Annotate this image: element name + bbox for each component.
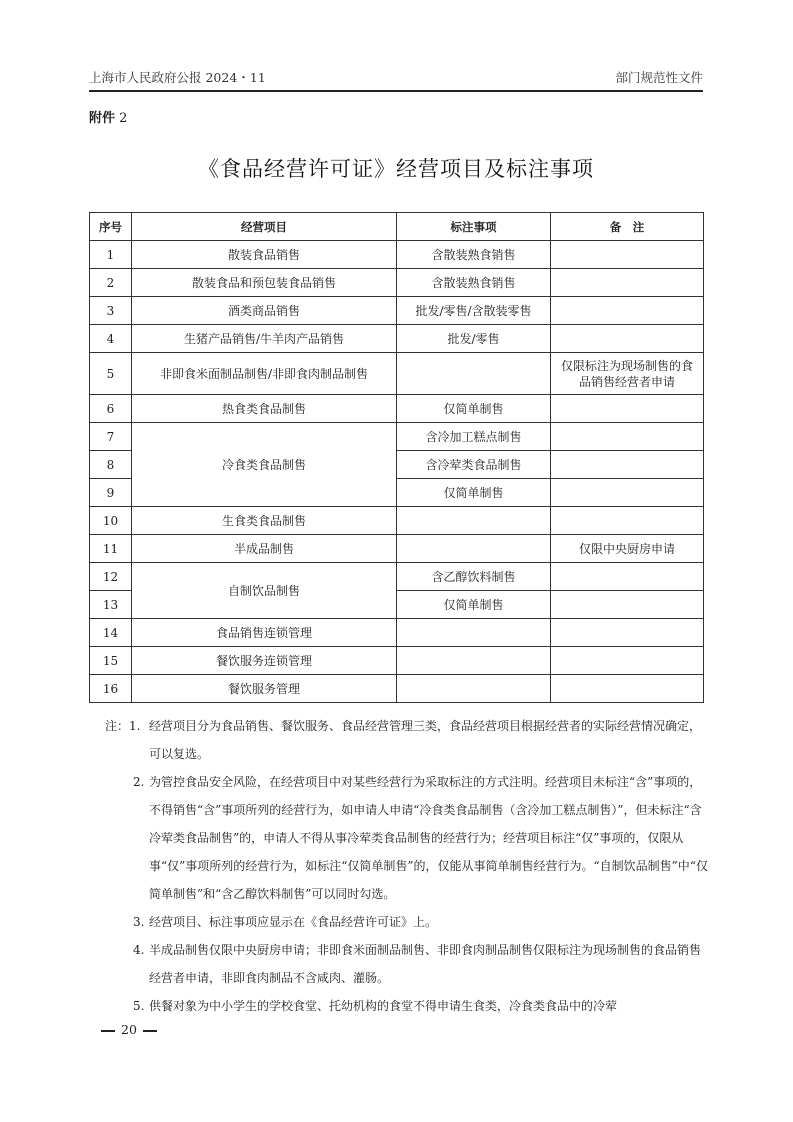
row-no: 2 <box>90 269 132 297</box>
row-mark: 含冷荤类食品制售 <box>397 451 551 479</box>
row-item: 热食类食品制售 <box>132 395 397 423</box>
row-mark <box>397 647 551 675</box>
row-remark <box>551 619 704 647</box>
row-remark <box>551 423 704 451</box>
row-item: 非即食米面制品制售/非即食肉制品制售 <box>132 353 397 395</box>
note-number: 4. <box>133 943 145 957</box>
row-no: 1 <box>90 241 132 269</box>
row-mark: 含散装熟食销售 <box>397 241 551 269</box>
table-row <box>90 325 704 353</box>
row-remark <box>551 563 704 591</box>
row-mark: 仅简单制售 <box>397 395 551 423</box>
note-item <box>89 768 709 908</box>
row-mark <box>397 507 551 535</box>
col-header-item: 经营项目 <box>132 213 397 241</box>
row-item: 食品销售连锁管理 <box>132 619 397 647</box>
row-no: 3 <box>90 297 132 325</box>
row-remark <box>551 479 704 507</box>
row-remark <box>551 269 704 297</box>
header-divider <box>89 90 703 92</box>
row-remark <box>551 451 704 479</box>
table-row <box>90 563 704 591</box>
col-header-no: 序号 <box>90 213 132 241</box>
table-row <box>90 269 704 297</box>
note-text: 半成品制售仅限中央厨房申请；非即食米面制品制售、非即食肉制品制售仅限标注为现场制售的食品销售经营者申请，非即食肉制品不含咸肉、灌肠。 <box>149 943 702 985</box>
row-no: 4 <box>90 325 132 353</box>
row-item: 自制饮品制售 <box>132 563 397 619</box>
table-row <box>90 535 704 563</box>
section-label: 部门规范性文件 <box>615 70 703 85</box>
table-row <box>90 297 704 325</box>
row-mark <box>397 675 551 703</box>
dash-right <box>143 1030 157 1032</box>
business-items-table <box>89 212 704 703</box>
col-header-mark: 标注事项 <box>397 213 551 241</box>
row-item: 冷食类食品制售 <box>132 423 397 507</box>
row-mark: 仅简单制售 <box>397 591 551 619</box>
notes-prefix: 注： <box>105 719 130 733</box>
row-mark: 含散装熟食销售 <box>397 269 551 297</box>
note-text: 为管控食品安全风险，在经营项目中对某些经营行为采取标注的方式注明。经营项目未标注“含”事项的，不得销售“含”事项所列的经营行为，如申请人申请“冷食类食品制售（含冷加工糕点制售）”，但未标注“含冷荤类食品制售”的，申请人不得从事冷荤类食品制售的经营行为；经营项目标注“仅”事项的，仅限从事“仅”事项所列的经营行为，如标注“仅简单制售”的，仅能从事简单制售经营行为。“自制饮品制售”中“仅简单制售”和“含乙醇饮料制售”可以同时勾选。 <box>149 775 708 901</box>
document-title: 《食品经营许可证》经营项目及标注事项 <box>198 157 594 181</box>
row-no: 10 <box>90 507 132 535</box>
table-row <box>90 423 704 451</box>
table-row <box>90 395 704 423</box>
bulletin-title: 上海市人民政府公报 2024・11 <box>89 70 266 85</box>
note-item <box>89 992 709 1020</box>
note-number: 1. <box>129 719 141 733</box>
row-mark: 批发/零售 <box>397 325 551 353</box>
row-remark: 仅限中央厨房申请 <box>551 535 704 563</box>
row-no: 11 <box>90 535 132 563</box>
row-item: 散装食品销售 <box>132 241 397 269</box>
table-row <box>90 619 704 647</box>
row-item: 生猪产品销售/牛羊肉产品销售 <box>132 325 397 353</box>
row-no: 14 <box>90 619 132 647</box>
row-no: 15 <box>90 647 132 675</box>
row-no: 13 <box>90 591 132 619</box>
col-header-remark: 备 注 <box>551 213 704 241</box>
row-mark <box>397 535 551 563</box>
note-item <box>89 908 709 936</box>
attachment-number: 2 <box>119 111 128 126</box>
row-no: 9 <box>90 479 132 507</box>
table-header-row <box>90 213 704 241</box>
row-remark <box>551 507 704 535</box>
note-number: 3. <box>133 915 145 929</box>
row-remark <box>551 675 704 703</box>
note-text: 经营项目分为食品销售、餐饮服务、食品经营管理三类，食品经营项目根据经营者的实际经营情况确定，可以复选。 <box>149 719 702 761</box>
row-mark: 含乙醇饮料制售 <box>397 563 551 591</box>
note-text: 供餐对象为中小学生的学校食堂、托幼机构的食堂不得申请生食类，冷食类食品中的冷荤 <box>149 999 618 1013</box>
row-no: 5 <box>90 353 132 395</box>
dash-left <box>101 1030 115 1032</box>
row-remark <box>551 241 704 269</box>
notes-section <box>89 712 709 1020</box>
table-row <box>90 647 704 675</box>
note-item <box>89 712 709 768</box>
table-row <box>90 241 704 269</box>
row-mark <box>397 619 551 647</box>
row-remark <box>551 395 704 423</box>
row-no: 12 <box>90 563 132 591</box>
page-number-value: 20 <box>121 1022 137 1037</box>
note-lead <box>105 712 140 740</box>
note-text: 经营项目、标注事项应显示在《食品经营许可证》上。 <box>149 915 438 929</box>
row-item: 生食类食品制售 <box>132 507 397 535</box>
row-remark <box>551 297 704 325</box>
table-row <box>90 353 704 395</box>
row-remark <box>551 591 704 619</box>
row-remark: 仅限标注为现场制售的食品销售经营者申请 <box>551 353 704 395</box>
row-remark <box>551 647 704 675</box>
row-item: 散装食品和预包装食品销售 <box>132 269 397 297</box>
row-no: 8 <box>90 451 132 479</box>
note-number: 5. <box>133 999 145 1013</box>
row-mark <box>397 353 551 395</box>
row-item: 酒类商品销售 <box>132 297 397 325</box>
attachment-word: 附件 <box>89 111 116 126</box>
row-remark <box>551 325 704 353</box>
row-item: 餐饮服务连锁管理 <box>132 647 397 675</box>
attachment-label <box>89 107 127 126</box>
table-row <box>90 675 704 703</box>
row-item: 半成品制售 <box>132 535 397 563</box>
page-number <box>95 1022 163 1037</box>
note-number: 2. <box>133 775 145 789</box>
row-item: 餐饮服务管理 <box>132 675 397 703</box>
row-mark: 仅简单制售 <box>397 479 551 507</box>
table-row <box>90 507 704 535</box>
note-item <box>89 936 709 992</box>
row-no: 6 <box>90 395 132 423</box>
row-mark: 含冷加工糕点制售 <box>397 423 551 451</box>
row-mark: 批发/零售/含散装零售 <box>397 297 551 325</box>
row-no: 16 <box>90 675 132 703</box>
row-no: 7 <box>90 423 132 451</box>
